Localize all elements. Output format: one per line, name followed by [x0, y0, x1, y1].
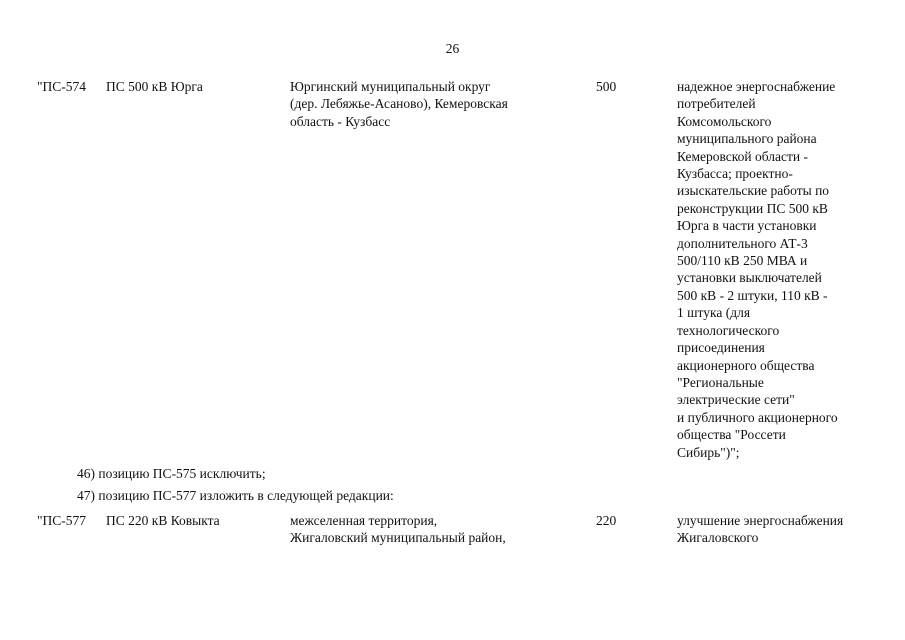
- purpose-line: надежное энергоснабжение: [677, 79, 836, 94]
- purpose-line: и публичного акционерного: [677, 409, 838, 425]
- purpose-line: Юрга в части установки: [677, 218, 817, 234]
- substation-name: ПС 500 кВ Юрга: [106, 79, 203, 94]
- location-line: межселенная территория,: [290, 513, 438, 528]
- purpose-line: изыскательские работы по: [677, 183, 830, 199]
- purpose-line: Сибирь")";: [677, 444, 740, 460]
- purpose-line: реконструкции ПС 500 кВ: [677, 200, 828, 216]
- purpose-cell: [677, 78, 838, 461]
- purpose-line: 500/110 кВ 250 МВА и: [677, 253, 808, 269]
- purpose-line: муниципального района: [677, 131, 817, 147]
- location-cell: [290, 512, 506, 547]
- purpose-line: "Региональные: [677, 374, 764, 390]
- purpose-line: технологического: [677, 322, 780, 338]
- purpose-line: электрические сети": [677, 392, 795, 408]
- instruction-line: 47) позицию ПС-577 изложить в следующей редакции:: [77, 488, 394, 503]
- page-number: 26: [445, 41, 460, 56]
- voltage-value: 500: [596, 79, 617, 94]
- purpose-line: установки выключателей: [677, 270, 822, 286]
- instruction-line: 46) позицию ПС-575 исключить;: [77, 466, 266, 481]
- position-code: "ПС-577: [37, 513, 87, 528]
- substation-name: ПС 220 кВ Ковыкта: [106, 513, 220, 528]
- purpose-line: улучшение энергоснабжения: [677, 513, 844, 528]
- purpose-line: присоединения: [677, 340, 765, 356]
- purpose-line: Кузбасса; проектно-: [677, 166, 793, 182]
- purpose-line: дополнительного АТ-3: [677, 235, 808, 251]
- location-cell: [290, 78, 508, 130]
- purpose-line: потребителей: [677, 96, 756, 112]
- purpose-line: Кемеровской области -: [677, 148, 809, 164]
- location-line: Юргинский муниципальный округ: [290, 79, 491, 94]
- location-line: область - Кузбасс: [290, 113, 391, 129]
- purpose-line: 1 штука (для: [677, 305, 751, 321]
- location-line: Жигаловский муниципальный район,: [290, 530, 506, 546]
- purpose-line: Жигаловского: [677, 530, 759, 546]
- position-code: "ПС-574: [37, 79, 87, 94]
- purpose-line: общества "Россети: [677, 427, 786, 443]
- purpose-line: Комсомольского: [677, 113, 772, 129]
- purpose-line: 500 кВ - 2 штуки, 110 кВ -: [677, 287, 828, 303]
- purpose-cell: [677, 512, 843, 547]
- voltage-value: 220: [596, 513, 617, 528]
- purpose-line: акционерного общества: [677, 357, 815, 373]
- location-line: (дер. Лебяжье-Асаново), Кемеровская: [290, 96, 508, 112]
